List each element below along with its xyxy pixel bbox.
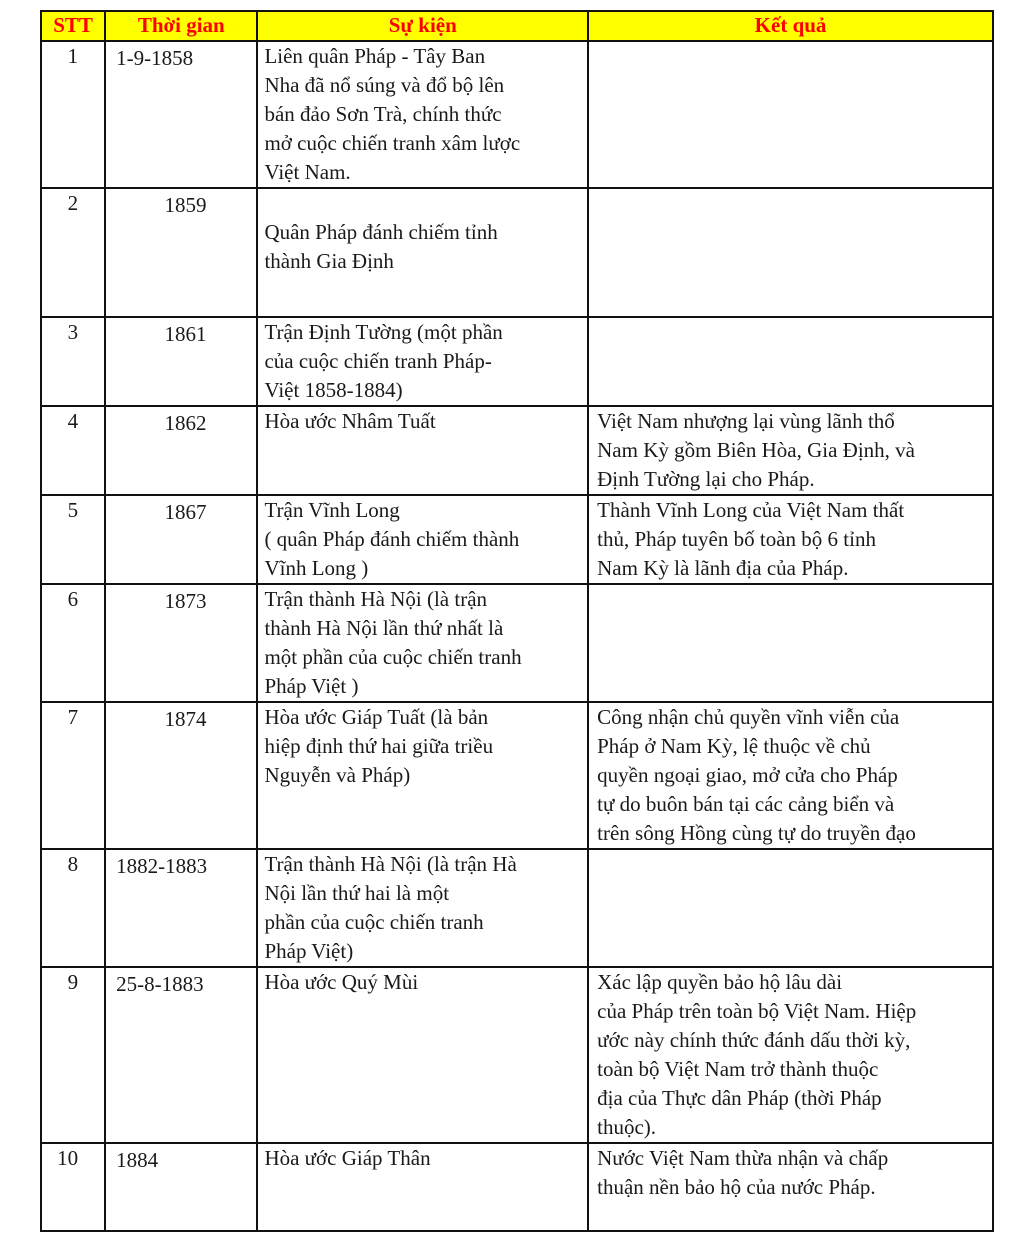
row-event [257,406,588,495]
row-event-text: Hòa ước Nhâm Tuất [264,409,436,433]
table-row [41,317,993,406]
row-time: 1859 [105,188,257,317]
table-row [41,849,993,967]
row-stt: 3 [41,317,105,406]
row-stt: 7 [41,702,105,849]
row-stt: 8 [41,849,105,967]
row-result-text: Thành Vĩnh Long của Việt Nam thất thủ, Pháp tuyên bố toàn bộ 6 tỉnh Nam Kỳ là lãnh địa của Pháp. [597,498,905,580]
row-event-text: Trận thành Hà Nội (là trận thành Hà Nội lần thứ nhất là một phần của cuộc chiến tranh Pháp Việt ) [264,587,522,698]
table-row [41,495,993,584]
row-event-text: Trận thành Hà Nội (là trận Hà Nội lần thứ hai là một phần của cuộc chiến tranh Pháp Việt) [264,852,517,963]
row-result [588,188,993,317]
history-events-table [40,10,994,1232]
row-event [257,584,588,702]
header-event: Sự kiện [257,11,588,41]
row-event-text: Trận Định Tường (một phần của cuộc chiến tranh Pháp- Việt 1858-1884) [264,320,503,402]
row-event [257,849,588,967]
row-event [257,967,588,1143]
row-time: 1861 [105,317,257,406]
row-event-text: Quân Pháp đánh chiếm tỉnh thành Gia Định [264,220,498,273]
row-event-text: Trận Vĩnh Long ( quân Pháp đánh chiếm thành Vĩnh Long ) [264,498,520,580]
row-result-text: Xác lập quyền bảo hộ lâu dài của Pháp trên toàn bộ Việt Nam. Hiệp ước này chính thức đánh dấu thời kỳ, toàn bộ Việt Nam trở thành thuộc địa của Thực dân Pháp (thời Pháp thuộc). [597,970,917,1139]
row-event-text: Hòa ước Giáp Tuất (là bản hiệp định thứ hai giữa triều Nguyễn và Pháp) [264,705,494,787]
row-event [257,317,588,406]
row-event [257,702,588,849]
table-row [41,967,993,1143]
row-result-text: Nước Việt Nam thừa nhận và chấp thuận nền bảo hộ của nước Pháp. [597,1146,889,1199]
table-row [41,702,993,849]
row-result [588,584,993,702]
header-time: Thời gian [105,11,257,41]
header-stt: STT [41,11,105,41]
row-time: 1874 [105,702,257,849]
row-stt: 5 [41,495,105,584]
row-event [257,41,588,188]
table-row [41,1143,993,1231]
row-stt: 2 [41,188,105,317]
row-time: 1-9-1858 [105,41,257,188]
row-result [588,406,993,495]
row-time: 1882-1883 [105,849,257,967]
row-event [257,1143,588,1231]
row-time: 25-8-1883 [105,967,257,1143]
row-event [257,188,588,317]
row-result-text: Công nhận chủ quyền vĩnh viễn của Pháp ở Nam Kỳ, lệ thuộc về chủ quyền ngoại giao, mở cửa cho Pháp tự do buôn bán tại các cảng biển và trên sông Hồng cùng tự do truyền đạo [597,705,916,845]
row-result-text: Việt Nam nhượng lại vùng lãnh thổ Nam Kỳ gồm Biên Hòa, Gia Định, và Định Tường lại cho Pháp. [597,409,915,491]
row-result [588,849,993,967]
row-result [588,1143,993,1231]
row-stt: 6 [41,584,105,702]
table-row [41,188,993,317]
table-row [41,41,993,188]
row-stt: 9 [41,967,105,1143]
row-event [257,495,588,584]
row-event-text: Liên quân Pháp - Tây Ban Nha đã nổ súng và đổ bộ lên bán đảo Sơn Trà, chính thức mở cuộc chiến tranh xâm lược Việt Nam. [264,44,521,184]
row-time: 1873 [105,584,257,702]
row-stt: 4 [41,406,105,495]
table-header-row [41,11,993,41]
row-event-text: Hòa ước Quý Mùi [264,970,419,994]
table-row [41,584,993,702]
row-time: 1862 [105,406,257,495]
row-stt: 1 [41,41,105,188]
row-result [588,495,993,584]
row-time: 1867 [105,495,257,584]
row-event-text: Hòa ước Giáp Thân [264,1146,431,1170]
table-row [41,406,993,495]
row-result [588,702,993,849]
header-result: Kết quả [588,11,993,41]
row-stt: 10 [41,1143,105,1231]
row-result [588,317,993,406]
row-result [588,967,993,1143]
row-time: 1884 [105,1143,257,1231]
row-result [588,41,993,188]
